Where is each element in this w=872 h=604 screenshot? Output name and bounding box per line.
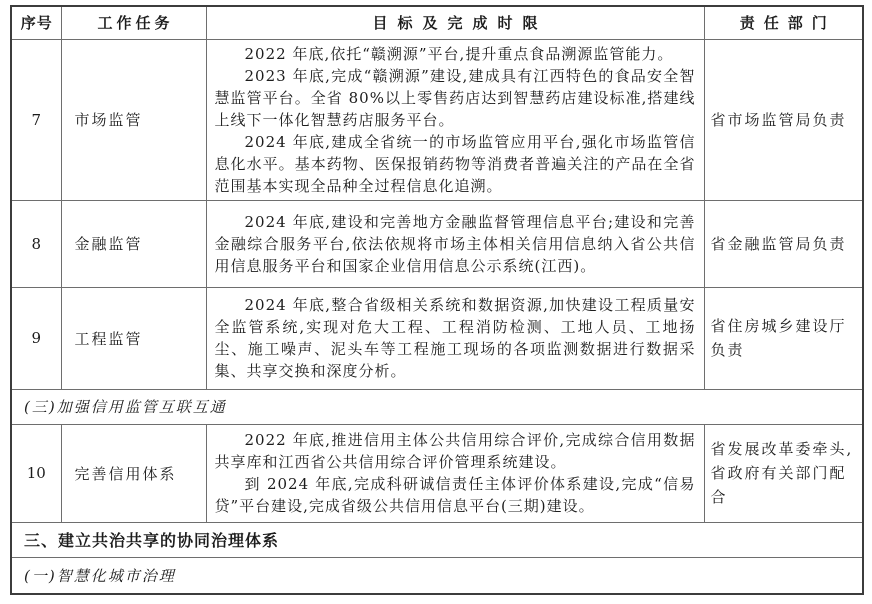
section-row (11, 557, 863, 594)
task-row (11, 287, 863, 389)
task-name: 市场监管 (61, 39, 206, 200)
header-row (11, 6, 863, 39)
task-name: 完善信用体系 (61, 424, 206, 522)
task-number: 10 (11, 424, 61, 522)
goal-paragraph: 2024 年底,整合省级相关系统和数据资源,加快建设工程质量安全监管系统,实现对危大工程、工程消防检测、工地人员、工地扬尘、施工噪声、泥头车等工程施工现场的各项监测数据进行数据采集、共享交换和深度分析。 (214, 296, 696, 380)
subsection-title: (三)加强信用监管互联互通 (11, 389, 863, 424)
task-number: 8 (11, 200, 61, 287)
goal-paragraph: 2022 年底,依托“赣溯源”平台,提升重点食品溯源监管能力。 (244, 44, 674, 63)
task-row (11, 200, 863, 287)
goal-paragraph: 2022 年底,推进信用主体公共信用综合评价,完成综合信用数据共享库和江西省公共信用综合评价管理系统建设。 (214, 431, 696, 471)
goal-paragraph: 2024 年底,建成全省统一的市场监管应用平台,强化市场监管信息化水平。基本药物、医保报销药物等消费者普遍关注的产品在全省范围基本实现全品种全过程信息化追溯。 (214, 132, 696, 195)
section-title: 三、建立共治共享的协同治理体系 (11, 522, 863, 557)
task-department: 省金融监管局负责 (704, 200, 863, 287)
task-goals (206, 424, 704, 522)
task-department: 省市场监管局负责 (704, 39, 863, 200)
goal-paragraph: 2023 年底,完成“赣溯源”建设,建成具有江西特色的食品安全智慧监管平台。全省 80%以上零售药店达到智慧药店建设标准,搭建线上线下一体化智慧药店服务平台。 (214, 66, 696, 129)
task-table (10, 5, 864, 595)
header-dept: 责任部门 (704, 6, 863, 39)
header-no: 序号 (11, 6, 61, 39)
goal-paragraph: 到 2024 年底,完成科研诚信责任主体评价体系建设,完成“信易贷”平台建设,完成省级公共信用信息平台(三期)建设。 (214, 475, 696, 515)
task-goals (206, 39, 704, 200)
table-body (11, 39, 863, 594)
task-number: 9 (11, 287, 61, 389)
task-department: 省住房城乡建设厅负责 (704, 287, 863, 389)
task-row (11, 39, 863, 200)
task-goals (206, 200, 704, 287)
section-row (11, 389, 863, 424)
header-goal: 目标及完成时限 (206, 6, 704, 39)
subsection-title: (一)智慧化城市治理 (11, 557, 863, 594)
task-department: 省发展改革委牵头,省政府有关部门配合 (704, 424, 863, 522)
task-number: 7 (11, 39, 61, 200)
section-row (11, 522, 863, 557)
header-task: 工作任务 (61, 6, 206, 39)
goal-paragraph: 2024 年底,建设和完善地方金融监督管理信息平台;建设和完善金融综合服务平台,依法依规将市场主体相关信用信息纳入省公共信用信息服务平台和国家企业信用信息公示系统(江西)。 (214, 212, 696, 275)
task-name: 工程监管 (61, 287, 206, 389)
task-name: 金融监管 (61, 200, 206, 287)
task-row (11, 424, 863, 522)
task-goals (206, 287, 704, 389)
